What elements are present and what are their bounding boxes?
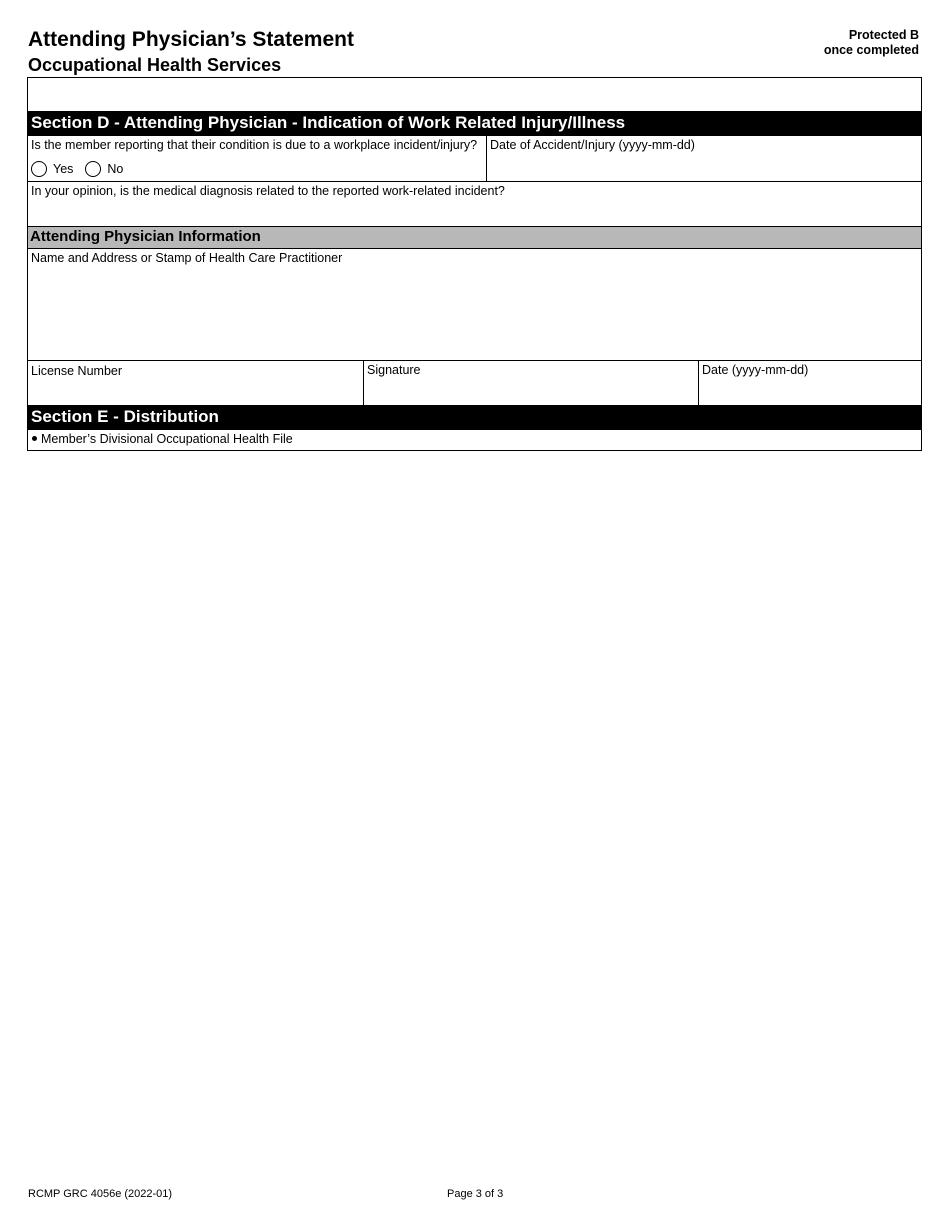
form-body [27,77,922,451]
name-address-label: Name and Address or Stamp of Health Care Practitioner [31,251,343,265]
yes-radio[interactable] [31,161,47,177]
distribution-item-text: Member’s Divisional Occupational Health File [41,432,293,446]
distribution-item [28,430,921,450]
protected-line-2: once completed [823,43,919,57]
document-title: Attending Physician’s Statement [28,28,354,51]
blank-header-field[interactable] [28,78,921,111]
physician-info-heading: Attending Physician Information [28,226,921,249]
diagnosis-field[interactable] [28,181,921,226]
workplace-radio-group [31,161,483,177]
section-e-heading: Section E - Distribution [28,405,921,430]
no-radio[interactable] [85,161,101,177]
license-number-field[interactable] [28,361,364,405]
bullet-icon [32,436,37,441]
signature-label: Signature [367,363,421,377]
workplace-incident-row [28,136,921,181]
license-number-label: License Number [31,364,123,378]
name-address-field[interactable] [28,249,921,360]
protected-line-1: Protected B [848,28,919,42]
date-accident-field[interactable] [487,136,921,181]
section-d-heading: Section D - Attending Physician - Indication of Work Related Injury/Illness [28,111,921,136]
page-number: Page 3 of 3 [447,1188,504,1200]
form-id: RCMP GRC 4056e (2022-01) [28,1188,173,1200]
no-radio-label: No [107,161,124,176]
license-signature-row [28,360,921,405]
diagnosis-question-label: In your opinion, is the medical diagnosis related to the reported work-related incident? [31,184,505,198]
date-accident-label: Date of Accident/Injury (yyyy-mm-dd) [490,138,695,152]
protected-notice [824,28,919,58]
document-subtitle: Occupational Health Services [28,55,282,75]
date-label: Date (yyyy-mm-dd) [702,363,809,377]
workplace-question-cell [28,136,487,181]
date-field[interactable] [699,361,921,405]
workplace-question-label: Is the member reporting that their condition is due to a workplace incident/injury? [31,138,478,152]
signature-field[interactable] [364,361,699,405]
yes-radio-label: Yes [53,161,74,176]
